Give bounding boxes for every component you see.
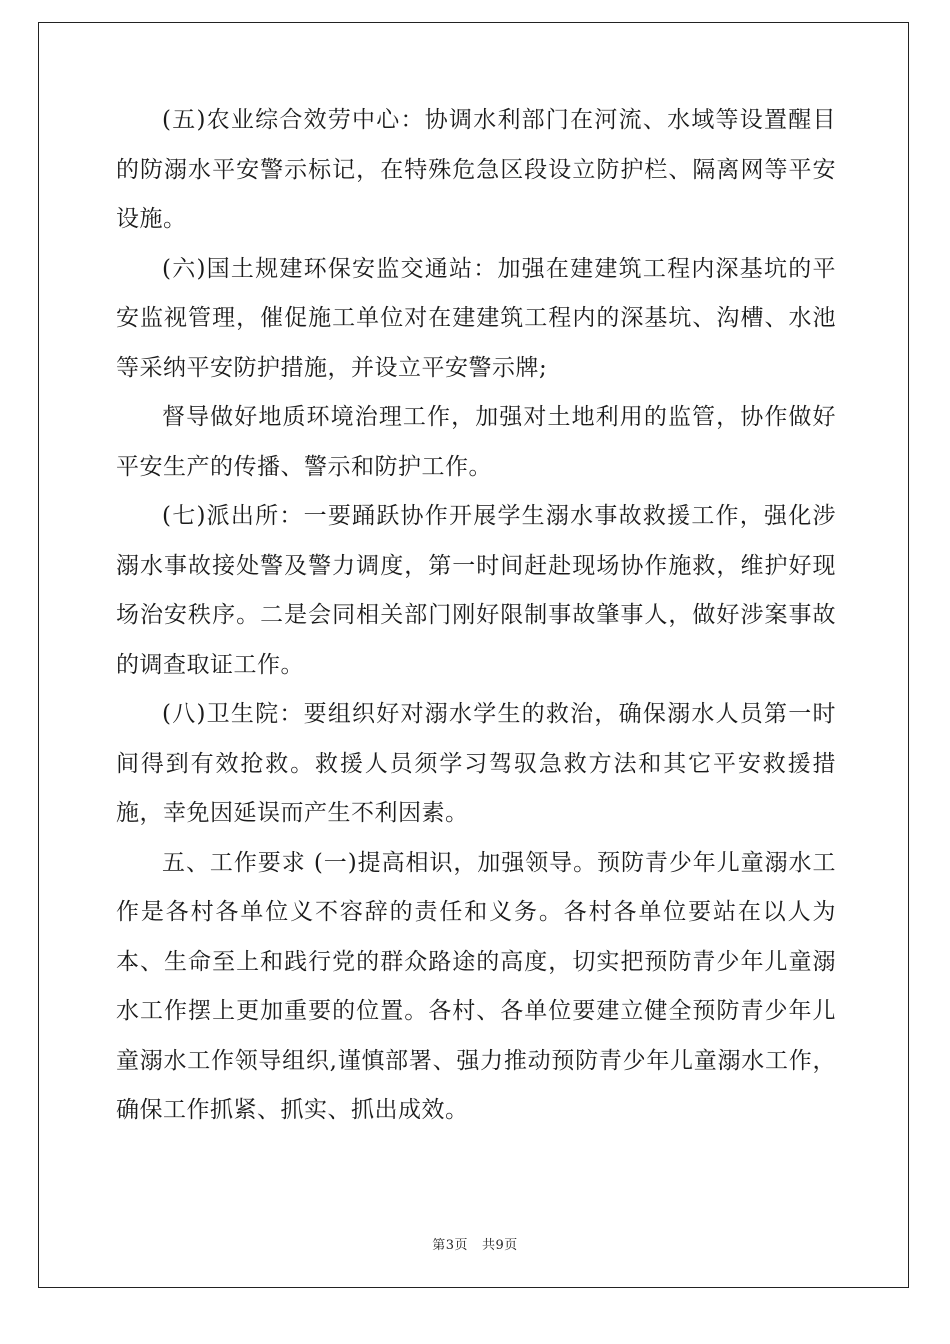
page-footer [0,1234,950,1253]
paragraph-land-planning-station: (六)国土规建环保安监交通站：加强在建建筑工程内深基坑的平安监视管理，催促施工单位对在建建筑工程内的深基坑、沟槽、水池等采纳平安防护措施，并设立平安警示牌; [116,255,836,381]
paragraph-work-requirements: 五、工作要求 (一)提高相识，加强领导。预防青少年儿童溺水工作是各村各单位义不容辞的责任和义务。各村各单位要站在以人为本、生命至上和践行党的群众路途的高度，切实把预防青少年儿童溺水工作摆上更加重要的位置。各村、各单位要建立健全预防青少年儿童溺水工作领导组织,谨慎部署、强力推动预防青少年儿童溺水工作，确保工作抓紧、抓实、抓出成效。 [116,849,836,1123]
document-body [116,96,836,1136]
page-number-total: 共9页 [482,1238,518,1253]
paragraph-health-center: (八)卫生院：要组织好对溺水学生的救治，确保溺水人员第一时间得到有效抢救。救援人员须学习驾驭急救方法和其它平安救援措施，幸免因延误而产生不利因素。 [116,701,836,826]
paragraph-geo-environment: 督导做好地质环境治理工作，加强对土地利用的监管，协作做好平安生产的传播、警示和防护工作。 [116,404,836,480]
page-number-current: 第3页 [432,1238,468,1253]
paragraph-police-station: (七)派出所：一要踊跃协作开展学生溺水事故救援工作，强化涉溺水事故接处警及警力调度，第一时间赶赴现场协作施救，维护好现场治安秩序。二是会同相关部门刚好限制事故肇事人，做好涉案事故的调查取证工作。 [116,503,836,678]
paragraph-agri-service-center: (五)农业综合效劳中心：协调水利部门在河流、水域等设置醒目的防溺水平安警示标记，在特殊危急区段设立防护栏、隔离网等平安设施。 [116,107,836,232]
